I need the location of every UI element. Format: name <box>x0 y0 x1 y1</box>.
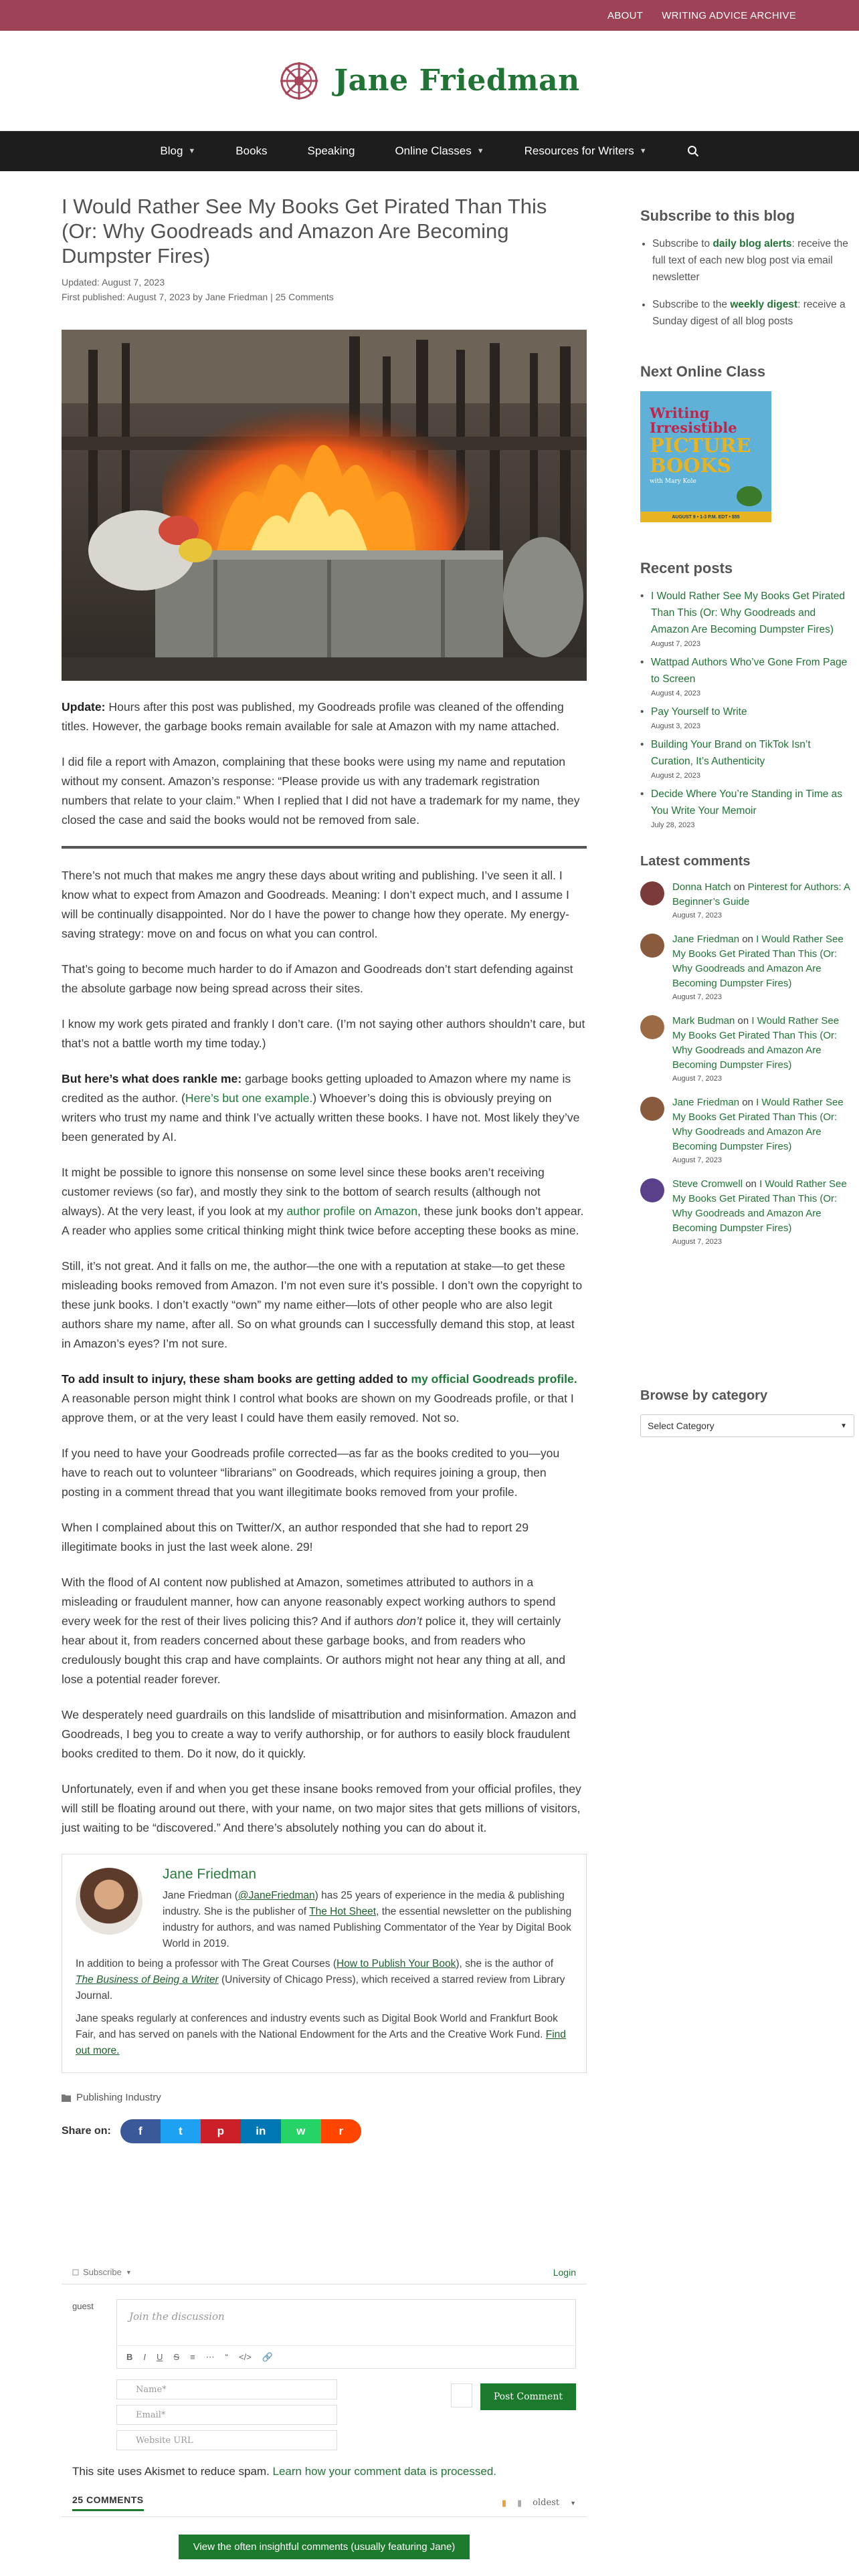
text: ), she is the author of <box>456 1958 553 1969</box>
text: A reasonable person might think I control what books are shown on my Goodreads profile, or that I approve them, or at the very least I could have them easily removed. Not so. <box>62 1392 574 1424</box>
italic-icon[interactable]: I <box>143 2352 147 2362</box>
text: Hours after this post was published, my Goodreads profile was cleaned of the offending titles. However, the garbage books remain available for sale at Amazon with my name attached. <box>62 700 564 733</box>
goodreads-profile-link[interactable]: my official Goodreads profile. <box>411 1372 577 1386</box>
paragraph: If you need to have your Goodreads profile corrected—as far as the books credited to you—you have to reach out to volunteer “librarians” on Goodreads, which requires joining a group, then posting in a comment thread that you want illegitimate books removed from your profile. <box>62 1446 560 1499</box>
paragraph <box>62 1573 587 1689</box>
published-label: First published: August 7, 2023 by <box>62 292 203 302</box>
text: Jane Friedman ( <box>163 1890 238 1901</box>
inline-icon[interactable]: ▮ <box>517 2497 522 2508</box>
text: on <box>742 934 753 945</box>
code-icon[interactable]: </> <box>239 2352 252 2362</box>
avatar <box>640 934 664 958</box>
comment-post-link[interactable]: Pinterest for Authors: A Beginner’s Guide <box>672 881 850 907</box>
daily-alerts-link[interactable]: daily blog alerts <box>712 238 792 249</box>
text: : receive the full text of each new blog post via email newsletter <box>652 238 848 283</box>
bio-paragraph <box>76 2011 573 2059</box>
comment-placeholder: Join the discussion <box>129 2311 225 2323</box>
search-button[interactable] <box>667 131 719 171</box>
paragraph <box>62 1370 587 1428</box>
book-link[interactable]: The Business of Being a Writer <box>76 1974 219 1985</box>
twitter-handle-link[interactable]: @JaneFriedman <box>237 1890 315 1901</box>
chevron-down-icon: ▼ <box>125 2268 132 2276</box>
comment-post-link[interactable]: I Would Rather See My Books Get Pirated Than This (Or: Why Goodreads and Amazon Are Becoming Dumpster Fires) <box>672 1015 840 1071</box>
comments-count: 25 COMMENTS <box>72 2494 144 2511</box>
guest-avatar: guest <box>72 2301 94 2311</box>
category-link[interactable]: Publishing Industry <box>76 2092 161 2103</box>
text: With the flood of AI content now published at Amazon, sometimes attributed to authors in a misleading or fraudulent manner, how can anyone reasonably expect working authors to spend every week for the rest of their lives policing this? And if authors <box>62 1576 556 1628</box>
dumpster-fire-illustration <box>62 330 587 681</box>
list-item <box>640 932 854 1003</box>
recent-post-link[interactable]: Decide Where You’re Standing in Time as You Write Your Memoir <box>651 788 843 817</box>
list-item <box>640 736 854 782</box>
list-item <box>640 1014 854 1085</box>
list-item <box>640 880 854 922</box>
find-out-more-link[interactable]: Find out more. <box>76 2029 566 2056</box>
article <box>62 194 587 2143</box>
text: on <box>737 1015 749 1027</box>
update-label: Update: <box>62 700 106 714</box>
post-byline: First published: August 7, 2023 by Jane Friedman | 25 Comments <box>62 292 334 302</box>
comment-date: August 7, 2023 <box>672 1238 723 1246</box>
twitter-icon: t <box>178 2125 183 2137</box>
nav-resources[interactable] <box>504 131 667 171</box>
avatar <box>640 1178 664 1202</box>
avatar <box>640 1097 664 1121</box>
avatar <box>640 1015 664 1039</box>
ordered-list-icon[interactable]: ≡ <box>190 2352 195 2362</box>
list-item <box>640 786 854 831</box>
login-link[interactable]: Login <box>553 2266 576 2278</box>
facebook-icon: f <box>138 2125 142 2137</box>
text: , these junk books don’t appear. A reader who applies some critical thinking might think twice before accepting these books as mine. <box>62 1204 584 1237</box>
comments-count-link[interactable]: 25 Comments <box>275 292 334 302</box>
paragraph: We desperately need guardrails on this landslide of misattribution and misinformation. Amazon and Goodreads, I beg you to create a way to verify authorship, or for authors to easily block fraudulent books credited to them. Do it now, do it quickly. <box>62 1708 577 1760</box>
comment-date: August 7, 2023 <box>672 1075 723 1083</box>
bell-icon <box>72 2269 79 2276</box>
class-banner[interactable] <box>640 391 771 522</box>
strike-icon[interactable]: S <box>173 2352 180 2362</box>
author-avatar <box>76 1868 142 1935</box>
text: : receive a Sunday digest of all blog posts <box>652 299 846 327</box>
nav-label: Books <box>235 144 268 157</box>
frog-illustration <box>737 486 762 506</box>
list-item <box>640 588 854 650</box>
pinterest-icon: p <box>217 2125 224 2137</box>
comment-author-link[interactable]: Mark Budman <box>672 1015 735 1027</box>
share-facebook-button[interactable] <box>120 2119 161 2143</box>
comment-author-link[interactable]: Jane Friedman <box>672 934 740 945</box>
text: on <box>745 1178 757 1190</box>
post-date: August 2, 2023 <box>651 772 701 780</box>
paragraph: When I complained about this on Twitter/X, an author responded that she had to report 29 illegitimate books in just the last week alone. 29! <box>62 1521 529 1553</box>
list-item <box>640 1095 854 1166</box>
search-icon <box>687 145 699 157</box>
view-comments-button[interactable]: View the often insightful comments (usually featuring Jane) <box>179 2535 470 2559</box>
site-title[interactable]: Jane Friedman <box>334 64 580 98</box>
bio-author-name[interactable]: Jane Friedman <box>163 1866 257 1882</box>
banner-line: PICTURE <box>650 434 751 457</box>
post-content <box>62 697 587 1838</box>
nav-label: Blog <box>160 144 183 157</box>
emphasis: don’t <box>396 1614 422 1628</box>
share-linkedin-button[interactable] <box>241 2119 281 2143</box>
chevron-down-icon: ▼ <box>570 2499 576 2506</box>
text: ) has 25 years of experience in the media & publishing industry. She is the publisher of <box>163 1890 565 1917</box>
text: garbage books getting uploaded to Amazon where my name is credited as the author. ( <box>62 1072 571 1105</box>
featured-image-dumpster-fire <box>62 330 587 681</box>
recent-post-link[interactable]: I Would Rather See My Books Get Pirated Than This (Or: Why Goodreads and Amazon Are Becoming Dumpster Fires) <box>651 591 846 635</box>
reddit-icon: r <box>339 2125 344 2137</box>
bio-paragraph <box>76 1956 573 2004</box>
paragraph: Unfortunately, even if and when you get these insane books removed from your official profiles, they will still be floating around out there, with your name, on two major sites that gets millions of visitors, just waiting to be “discovered.” And there’s absolutely nothing you can do about it. <box>62 1782 581 1834</box>
share-pinterest-button[interactable] <box>201 2119 241 2143</box>
main-nav <box>0 131 859 171</box>
nav-blog[interactable] <box>140 131 215 171</box>
text: ) Whoever’s doing this is obviously preying on writers who trust my name and think I’ve actually written these books. I have not. Most likely they’ve been generated by AI. <box>62 1091 580 1144</box>
paragraph: There’s not much that makes me angry these days about writing and publishing. I’ve seen it all. I know what to expect from Amazon and Goodreads. Meaning: I don’t expect much, and I assume I will be continually disappointed. Nor do I have the power to change how they operate. My energy-saving strategy: move on and focus on what you can control. <box>62 869 569 940</box>
list-item <box>640 704 854 732</box>
text: In addition to being a professor with The Great Courses ( <box>76 1958 337 1969</box>
share-twitter-button[interactable] <box>161 2119 201 2143</box>
text: It might be possible to ignore this nonsense on some level since these books aren’t receiving customer reviews (so far), and mostly they sink to the bottom of search results (although not always). At the very least, if you look at my <box>62 1166 545 1218</box>
comment-author-link[interactable]: Donna Hatch <box>672 881 731 893</box>
website-field[interactable]: Website URL <box>116 2430 337 2450</box>
banner-line: Writing <box>650 405 710 421</box>
select-value: Select Category <box>648 1420 714 1431</box>
writing-advice-link[interactable]: WRITING ADVICE ARCHIVE <box>662 9 796 21</box>
paragraph <box>62 1163 587 1241</box>
text: police it, they will certainly hear about it, from readers concerned about these garbage books, and from readers who credulously bought this crap and have complaints. Or authors might not hear any thing at all, and lose a potential reader forever. <box>62 1614 566 1686</box>
share-reddit-button[interactable] <box>321 2119 361 2143</box>
sidebar <box>640 207 854 1437</box>
share-label: Share on: <box>62 2125 111 2137</box>
subscribe-heading: Subscribe to this blog <box>640 207 795 224</box>
latest-comments-heading: Latest comments <box>640 854 751 869</box>
recent-post-link[interactable]: Wattpad Authors Who’ve Gone From Page to Screen <box>651 657 848 685</box>
paragraph: I know my work gets pirated and frankly I don’t care. (I’m not saying other authors shouldn’t care, but that’s not a battle worth my time today.) <box>62 1017 585 1050</box>
banner-date: AUGUST 9 • 1-3 P.M. EDT • $55 <box>640 512 771 522</box>
akismet-link[interactable]: Learn how your comment data is processed. <box>272 2465 497 2478</box>
paragraph: That’s going to become much harder to do if Amazon and Goodreads don’t start defending against the absolute garbage now being spread across their sites. <box>62 962 573 995</box>
text: , the essential newsletter on the publishing industry for authors, and was named Publishing Commentator of the Year by Digital Book World in 2019. <box>163 1906 572 1949</box>
whatsapp-icon: w <box>296 2125 306 2137</box>
comment-date: August 7, 2023 <box>672 993 723 1001</box>
post-date: August 3, 2023 <box>651 722 701 730</box>
nav-online-classes[interactable] <box>375 131 504 171</box>
comment-date: August 7, 2023 <box>672 1156 723 1164</box>
banner-line: Irresistible <box>650 419 737 436</box>
email-field[interactable]: Email* <box>116 2405 337 2425</box>
nav-label: Speaking <box>307 144 355 157</box>
notify-toggle[interactable] <box>451 2383 472 2407</box>
bold-icon[interactable]: B <box>126 2352 133 2362</box>
divider <box>62 846 587 849</box>
category-select[interactable] <box>640 1414 854 1437</box>
bold-lead: To add insult to injury, these sham books are getting added to <box>62 1372 411 1386</box>
bold-lead: But here’s what does rankle me: <box>62 1072 242 1085</box>
browse-category-heading: Browse by category <box>640 1388 768 1403</box>
post-date: August 4, 2023 <box>651 689 701 697</box>
nav-speaking[interactable] <box>288 131 375 171</box>
text: Subscribe to <box>652 238 713 249</box>
banner-line: BOOKS <box>650 454 731 477</box>
comment-author-link[interactable]: Steve Cromwell <box>672 1178 743 1190</box>
author-bio-box <box>62 1854 587 2073</box>
post-comment-button[interactable]: Post Comment <box>480 2383 576 2410</box>
hot-sheet-link[interactable]: The Hot Sheet <box>309 1906 377 1917</box>
link-icon[interactable]: 🔗 <box>262 2351 273 2362</box>
list-item <box>652 235 854 286</box>
comment-post-link[interactable]: I Would Rather See My Books Get Pirated Than This (Or: Why Goodreads and Amazon Are Becoming Dumpster Fires) <box>672 934 844 989</box>
weekly-digest-link[interactable]: weekly digest <box>730 299 798 310</box>
recent-posts-heading: Recent posts <box>640 560 733 576</box>
sort-select[interactable]: oldest <box>533 2498 560 2508</box>
text: (University of Chicago Press), which received a starred review from Library Journal. <box>76 1974 565 2002</box>
text: Jane speaks regularly at conferences and industry events such as Digital Book World and Frankfurt Book Fair, and has served on panels with the National Endowment for the Arts and the Creative Work Fund. <box>76 2013 558 2040</box>
linkedin-icon: in <box>256 2125 266 2137</box>
comment-post-link[interactable]: I Would Rather See My Books Get Pirated Than This (Or: Why Goodreads and Amazon Are Becoming Dumpster Fires) <box>672 1178 847 1234</box>
chevron-down-icon: ▼ <box>639 147 647 155</box>
course-link[interactable]: How to Publish Your Book <box>337 1958 456 1969</box>
recent-post-link[interactable]: Pay Yourself to Write <box>651 706 747 718</box>
list-item <box>640 654 854 700</box>
nav-books[interactable] <box>215 131 287 171</box>
name-field[interactable]: Name* <box>116 2379 337 2399</box>
text: Subscribe to the <box>652 299 731 310</box>
post-title: I Would Rather See My Books Get Pirated Than This (Or: Why Goodreads and Amazon Are Becoming Dumpster Fires) <box>62 195 547 267</box>
recent-posts-list <box>640 588 854 831</box>
post-category <box>62 2092 587 2103</box>
comment-date: August 7, 2023 <box>672 911 723 920</box>
nav-label: Online Classes <box>395 144 472 157</box>
compass-rose-icon <box>279 61 319 101</box>
subscribe-toggle[interactable]: Subscribe <box>83 2267 122 2277</box>
nav-label: Resources for Writers <box>524 144 634 157</box>
comment-editor[interactable] <box>116 2299 576 2369</box>
amazon-profile-link[interactable]: author profile on Amazon <box>286 1204 417 1218</box>
text: on <box>733 881 745 893</box>
text: on <box>742 1097 753 1108</box>
comment-post-link[interactable]: I Would Rather See My Books Get Pirated Than This (Or: Why Goodreads and Amazon Are Becoming Dumpster Fires) <box>672 1097 844 1152</box>
site-header <box>0 31 859 131</box>
chevron-down-icon: ▼ <box>840 1422 847 1430</box>
paragraph <box>62 1069 587 1147</box>
author-link[interactable]: Jane Friedman <box>205 292 268 302</box>
list-item <box>652 296 854 330</box>
bio-paragraph <box>163 1888 573 1952</box>
subscribe-list <box>640 235 854 330</box>
paragraph: Still, it’s not great. And it falls on me, the author—the one with a reputation at stake—to get these misleading books removed from Amazon. I’m not even sure it’s possible. I don’t own the copyright to these junk books. I don’t exactly “own” my name either—lots of other people who are also legit authors share my name, after all. So on what grounds can I successfully demand this stop, at least in Amazon’s eyes? I’m not sure. <box>62 1259 583 1350</box>
banner-byline: with Mary Kole <box>650 478 696 485</box>
post-date: August 7, 2023 <box>651 640 701 648</box>
share-whatsapp-button[interactable] <box>281 2119 321 2143</box>
avatar <box>640 881 664 905</box>
post-date: July 28, 2023 <box>651 821 695 829</box>
post-updated: Updated: August 7, 2023 <box>62 277 165 288</box>
next-class-heading: Next Online Class <box>640 363 766 380</box>
folder-icon <box>62 2094 71 2102</box>
chevron-down-icon: ▼ <box>188 147 196 155</box>
recent-post-link[interactable]: Building Your Brand on TikTok Isn’t Curation, It’s Authenticity <box>651 739 811 767</box>
example-link[interactable]: Here’s but one example. <box>185 1091 313 1105</box>
paragraph <box>62 697 587 736</box>
about-link[interactable]: ABOUT <box>607 9 644 21</box>
thread-icon[interactable]: ▮ <box>501 2497 507 2508</box>
list-item <box>640 1177 854 1248</box>
quote-icon[interactable]: “ <box>225 2352 229 2362</box>
akismet-notice <box>62 2465 587 2478</box>
underline-icon[interactable]: U <box>157 2352 163 2362</box>
comments-section <box>62 2260 587 2559</box>
bullet-list-icon[interactable]: ⋯ <box>205 2351 215 2362</box>
text: This site uses Akismet to reduce spam. <box>72 2465 273 2478</box>
top-utility-bar <box>0 0 859 31</box>
chevron-down-icon: ▼ <box>476 147 484 155</box>
paragraph: I did file a report with Amazon, complaining that these books were using my name and reputation without my consent. Amazon’s response: “Please provide us with any trademark registration numbers that relate to your claim.” When I replied that I did not have a trademark for my name, they closed the case and said the books would not be removed from sale. <box>62 755 580 827</box>
comment-author-link[interactable]: Jane Friedman <box>672 1097 740 1108</box>
latest-comments-list <box>640 880 854 1248</box>
share-bar <box>62 2119 587 2143</box>
